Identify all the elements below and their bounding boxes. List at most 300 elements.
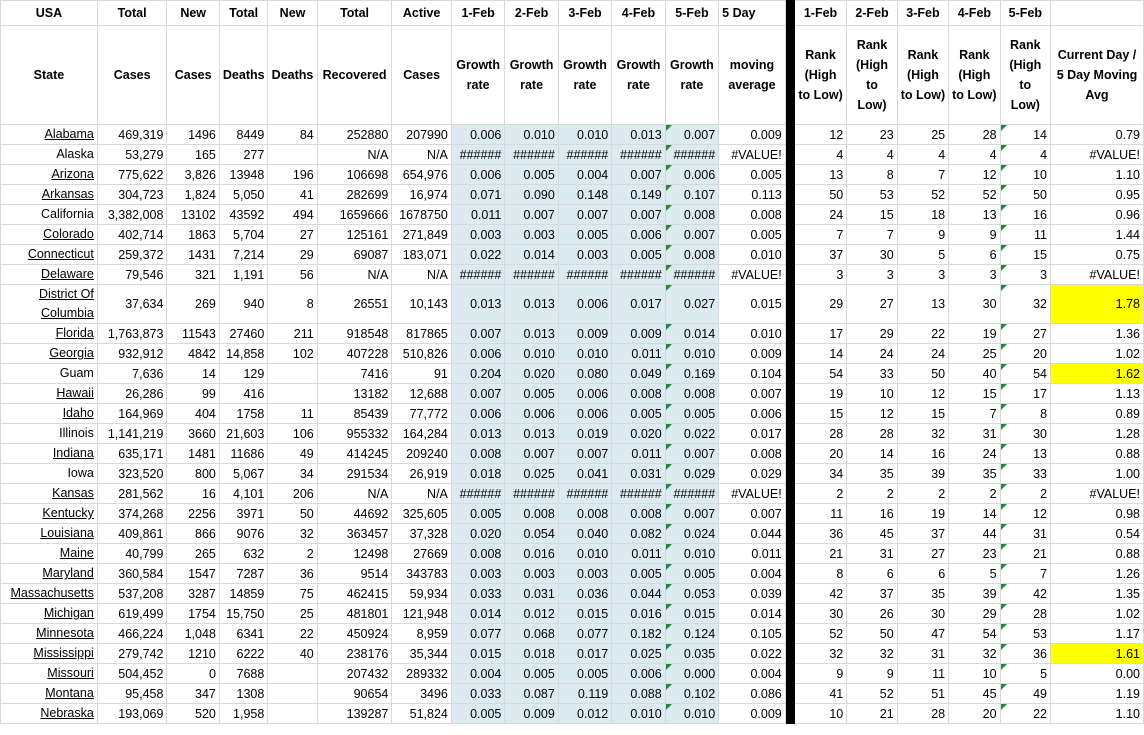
cell-new-deaths[interactable] — [268, 384, 317, 404]
cell-r1[interactable]: 11 — [794, 504, 846, 524]
cell-r2[interactable]: 53 — [847, 185, 897, 205]
cell-r1[interactable]: 52 — [794, 624, 846, 644]
cell-new-cases[interactable]: 3,826 — [167, 165, 219, 185]
cell-r3[interactable]: 39 — [897, 464, 948, 484]
cell-mavg[interactable]: 0.009 — [719, 125, 786, 145]
cell-r5[interactable]: 27 — [1000, 324, 1050, 344]
cell-g4[interactable]: 0.020 — [612, 424, 665, 444]
cell-ratio[interactable]: 0.98 — [1051, 504, 1144, 524]
cell-new-cases[interactable]: 866 — [167, 524, 219, 544]
cell-g5[interactable]: 0.007 — [665, 125, 718, 145]
cell-new-cases[interactable]: 2256 — [167, 504, 219, 524]
cell-r3[interactable]: 51 — [897, 684, 948, 704]
cell-r4[interactable]: 32 — [949, 644, 1000, 664]
cell-state[interactable]: Kentucky — [1, 504, 98, 524]
cell-new-cases[interactable]: 1,824 — [167, 185, 219, 205]
cell-g2[interactable]: 0.003 — [505, 564, 558, 584]
cell-new-cases[interactable]: 99 — [167, 384, 219, 404]
cell-g2[interactable]: 0.031 — [505, 584, 558, 604]
cell-r5[interactable]: 42 — [1000, 584, 1050, 604]
cell-recovered[interactable]: N/A — [317, 484, 392, 504]
cell-r5[interactable]: 17 — [1000, 384, 1050, 404]
cell-active[interactable]: 35,344 — [392, 644, 452, 664]
cell-g2[interactable]: 0.013 — [505, 285, 558, 324]
cell-r3[interactable]: 16 — [897, 444, 948, 464]
cell-mavg[interactable]: 0.017 — [719, 424, 786, 444]
header-cell-separator[interactable] — [785, 1, 794, 26]
cell-r2[interactable]: 32 — [847, 644, 897, 664]
cell-r3[interactable]: 19 — [897, 504, 948, 524]
cell-g3[interactable]: ###### — [558, 145, 611, 165]
cell-g1[interactable]: ###### — [451, 484, 504, 504]
cell-g4[interactable]: 0.006 — [612, 225, 665, 245]
cell-ratio[interactable]: 1.00 — [1051, 464, 1144, 484]
cell-state[interactable]: Alabama — [1, 125, 98, 145]
cell-r4[interactable]: 19 — [949, 324, 1000, 344]
cell-total-cases[interactable]: 932,912 — [97, 344, 167, 364]
cell-r5[interactable]: 22 — [1000, 704, 1050, 724]
cell-mavg[interactable]: 0.009 — [719, 344, 786, 364]
cell-g5[interactable]: 0.007 — [665, 504, 718, 524]
cell-g5[interactable]: 0.000 — [665, 664, 718, 684]
header-cell-moving-average[interactable]: moving average — [719, 26, 786, 125]
cell-r4[interactable]: 24 — [949, 444, 1000, 464]
cell-recovered[interactable]: 481801 — [317, 604, 392, 624]
cell-r1[interactable]: 9 — [794, 664, 846, 684]
cell-g5[interactable]: 0.169 — [665, 364, 718, 384]
cell-g2[interactable]: ###### — [505, 484, 558, 504]
cell-mavg[interactable]: 0.044 — [719, 524, 786, 544]
cell-recovered[interactable]: 291534 — [317, 464, 392, 484]
cell-g2[interactable]: 0.008 — [505, 504, 558, 524]
cell-ratio[interactable]: 1.28 — [1051, 424, 1144, 444]
header-cell-separator[interactable] — [785, 26, 794, 125]
cell-total-deaths[interactable]: 416 — [219, 384, 267, 404]
cell-recovered[interactable]: 90654 — [317, 684, 392, 704]
cell-recovered[interactable]: 12498 — [317, 544, 392, 564]
cell-total-cases[interactable]: 95,458 — [97, 684, 167, 704]
cell-total-cases[interactable]: 3,382,008 — [97, 205, 167, 225]
cell-total-deaths[interactable]: 1,191 — [219, 265, 267, 285]
cell-r4[interactable]: 7 — [949, 404, 1000, 424]
cell-state[interactable]: Florida — [1, 324, 98, 344]
cell-mavg[interactable]: #VALUE! — [719, 484, 786, 504]
cell-new-deaths[interactable]: 2 — [268, 544, 317, 564]
cell-active[interactable]: 343783 — [392, 564, 452, 584]
cell-active[interactable]: 77,772 — [392, 404, 452, 424]
cell-mavg[interactable]: 0.004 — [719, 664, 786, 684]
cell-r2[interactable]: 3 — [847, 265, 897, 285]
cell-recovered[interactable]: 282699 — [317, 185, 392, 205]
cell-r4[interactable]: 2 — [949, 484, 1000, 504]
cell-recovered[interactable]: 1659666 — [317, 205, 392, 225]
cell-g1[interactable]: 0.008 — [451, 444, 504, 464]
cell-g3[interactable]: 0.003 — [558, 564, 611, 584]
cell-mavg[interactable]: #VALUE! — [719, 265, 786, 285]
cell-g1[interactable]: 0.204 — [451, 364, 504, 384]
cell-g5[interactable]: 0.024 — [665, 524, 718, 544]
cell-r1[interactable]: 8 — [794, 564, 846, 584]
cell-new-deaths[interactable]: 102 — [268, 344, 317, 364]
cell-new-cases[interactable]: 520 — [167, 704, 219, 724]
cell-r5[interactable]: 16 — [1000, 205, 1050, 225]
cell-mavg[interactable]: 0.007 — [719, 504, 786, 524]
cell-new-cases[interactable]: 1431 — [167, 245, 219, 265]
cell-g1[interactable]: 0.007 — [451, 324, 504, 344]
cell-active[interactable]: N/A — [392, 265, 452, 285]
cell-total-deaths[interactable]: 129 — [219, 364, 267, 384]
cell-g4[interactable]: 0.088 — [612, 684, 665, 704]
cell-total-cases[interactable]: 374,268 — [97, 504, 167, 524]
cell-mavg[interactable]: 0.014 — [719, 604, 786, 624]
cell-new-deaths[interactable] — [268, 704, 317, 724]
cell-g4[interactable]: 0.011 — [612, 444, 665, 464]
cell-g1[interactable]: 0.013 — [451, 285, 504, 324]
cell-new-deaths[interactable]: 25 — [268, 604, 317, 624]
cell-recovered[interactable]: 7416 — [317, 364, 392, 384]
cell-state[interactable]: Georgia — [1, 344, 98, 364]
cell-ratio[interactable]: 0.89 — [1051, 404, 1144, 424]
cell-ratio[interactable]: 1.35 — [1051, 584, 1144, 604]
header-cell-r4[interactable]: 4-Feb — [949, 1, 1000, 26]
cell-g4[interactable]: 0.025 — [612, 644, 665, 664]
cell-g2[interactable]: 0.054 — [505, 524, 558, 544]
cell-r5[interactable]: 54 — [1000, 364, 1050, 384]
cell-r3[interactable]: 30 — [897, 604, 948, 624]
cell-total-cases[interactable]: 619,499 — [97, 604, 167, 624]
cell-r5[interactable]: 2 — [1000, 484, 1050, 504]
cell-new-cases[interactable]: 1,048 — [167, 624, 219, 644]
cell-state[interactable]: Colorado — [1, 225, 98, 245]
cell-total-deaths[interactable]: 21,603 — [219, 424, 267, 444]
cell-recovered[interactable]: 955332 — [317, 424, 392, 444]
cell-r1[interactable]: 12 — [794, 125, 846, 145]
cell-r4[interactable]: 25 — [949, 344, 1000, 364]
cell-g3[interactable]: 0.003 — [558, 245, 611, 265]
cell-active[interactable]: 207990 — [392, 125, 452, 145]
header-cell-new-deaths[interactable]: New — [268, 1, 317, 26]
cell-g4[interactable]: 0.016 — [612, 604, 665, 624]
cell-new-deaths[interactable]: 206 — [268, 484, 317, 504]
cell-g4[interactable]: 0.082 — [612, 524, 665, 544]
cell-g4[interactable]: 0.007 — [612, 205, 665, 225]
cell-r2[interactable]: 26 — [847, 604, 897, 624]
cell-g4[interactable]: 0.031 — [612, 464, 665, 484]
header-cell-g3[interactable]: 3-Feb — [558, 1, 611, 26]
cell-g4[interactable]: 0.009 — [612, 324, 665, 344]
cell-r5[interactable]: 5 — [1000, 664, 1050, 684]
cell-new-deaths[interactable]: 22 — [268, 624, 317, 644]
cell-r2[interactable]: 29 — [847, 324, 897, 344]
cell-new-cases[interactable]: 269 — [167, 285, 219, 324]
cell-g4[interactable]: ###### — [612, 145, 665, 165]
cell-active[interactable]: 10,143 — [392, 285, 452, 324]
cell-r5[interactable]: 53 — [1000, 624, 1050, 644]
cell-g3[interactable]: 0.005 — [558, 225, 611, 245]
cell-r4[interactable]: 5 — [949, 564, 1000, 584]
cell-active[interactable]: 12,688 — [392, 384, 452, 404]
cell-g5[interactable]: 0.008 — [665, 245, 718, 265]
cell-g1[interactable]: 0.008 — [451, 544, 504, 564]
cell-r1[interactable]: 28 — [794, 424, 846, 444]
cell-new-cases[interactable]: 404 — [167, 404, 219, 424]
cell-new-cases[interactable]: 3660 — [167, 424, 219, 444]
cell-active[interactable]: 654,976 — [392, 165, 452, 185]
cell-g1[interactable]: 0.014 — [451, 604, 504, 624]
cell-new-deaths[interactable]: 32 — [268, 524, 317, 544]
cell-g3[interactable]: 0.119 — [558, 684, 611, 704]
cell-g4[interactable]: 0.010 — [612, 704, 665, 724]
cell-r3[interactable]: 47 — [897, 624, 948, 644]
cell-mavg[interactable]: 0.008 — [719, 205, 786, 225]
cell-new-deaths[interactable]: 211 — [268, 324, 317, 344]
cell-mavg[interactable]: 0.022 — [719, 644, 786, 664]
cell-recovered[interactable]: 918548 — [317, 324, 392, 344]
cell-g2[interactable]: 0.007 — [505, 444, 558, 464]
cell-g1[interactable]: 0.006 — [451, 344, 504, 364]
header-cell-total-recovered[interactable]: Recovered — [317, 26, 392, 125]
cell-new-cases[interactable]: 1754 — [167, 604, 219, 624]
cell-g3[interactable]: 0.080 — [558, 364, 611, 384]
cell-mavg[interactable]: 0.010 — [719, 245, 786, 265]
cell-g1[interactable]: 0.006 — [451, 125, 504, 145]
cell-g5[interactable]: 0.008 — [665, 205, 718, 225]
cell-r5[interactable]: 50 — [1000, 185, 1050, 205]
cell-total-cases[interactable]: 281,562 — [97, 484, 167, 504]
cell-g5[interactable]: 0.124 — [665, 624, 718, 644]
cell-active[interactable]: 51,824 — [392, 704, 452, 724]
cell-g4[interactable]: 0.049 — [612, 364, 665, 384]
cell-ratio[interactable]: 0.79 — [1051, 125, 1144, 145]
cell-recovered[interactable]: 207432 — [317, 664, 392, 684]
cell-r4[interactable]: 9 — [949, 225, 1000, 245]
cell-total-cases[interactable]: 79,546 — [97, 265, 167, 285]
cell-g3[interactable]: 0.006 — [558, 404, 611, 424]
cell-state[interactable]: Michigan — [1, 604, 98, 624]
cell-new-deaths[interactable]: 11 — [268, 404, 317, 424]
cell-r5[interactable]: 30 — [1000, 424, 1050, 444]
cell-g4[interactable]: 0.006 — [612, 664, 665, 684]
cell-new-cases[interactable]: 3287 — [167, 584, 219, 604]
cell-r3[interactable]: 9 — [897, 225, 948, 245]
cell-total-cases[interactable]: 279,742 — [97, 644, 167, 664]
cell-g4[interactable]: 0.011 — [612, 344, 665, 364]
header-cell-r4[interactable]: Rank (High to Low) — [949, 26, 1000, 125]
cell-state[interactable]: Indiana — [1, 444, 98, 464]
cell-r3[interactable]: 35 — [897, 584, 948, 604]
cell-new-deaths[interactable]: 36 — [268, 564, 317, 584]
cell-new-cases[interactable]: 1496 — [167, 125, 219, 145]
cell-g3[interactable]: 0.019 — [558, 424, 611, 444]
cell-total-deaths[interactable]: 27460 — [219, 324, 267, 344]
cell-r3[interactable]: 28 — [897, 704, 948, 724]
cell-recovered[interactable]: N/A — [317, 265, 392, 285]
cell-total-cases[interactable]: 1,141,219 — [97, 424, 167, 444]
cell-new-cases[interactable]: 265 — [167, 544, 219, 564]
cell-r5[interactable]: 10 — [1000, 165, 1050, 185]
cell-g1[interactable]: 0.033 — [451, 584, 504, 604]
cell-g5[interactable]: 0.010 — [665, 704, 718, 724]
cell-g3[interactable]: 0.017 — [558, 644, 611, 664]
cell-g2[interactable]: 0.014 — [505, 245, 558, 265]
cell-r1[interactable]: 19 — [794, 384, 846, 404]
header-cell-total-deaths[interactable]: Total — [219, 1, 267, 26]
cell-g5[interactable]: 0.022 — [665, 424, 718, 444]
cell-total-deaths[interactable]: 43592 — [219, 205, 267, 225]
cell-g3[interactable]: 0.010 — [558, 544, 611, 564]
cell-r4[interactable]: 20 — [949, 704, 1000, 724]
cell-r3[interactable]: 4 — [897, 145, 948, 165]
cell-g4[interactable]: 0.011 — [612, 544, 665, 564]
cell-r4[interactable]: 30 — [949, 285, 1000, 324]
cell-r1[interactable]: 32 — [794, 644, 846, 664]
cell-total-deaths[interactable]: 940 — [219, 285, 267, 324]
cell-total-cases[interactable]: 402,714 — [97, 225, 167, 245]
header-cell-r3[interactable]: 3-Feb — [897, 1, 948, 26]
cell-r5[interactable]: 33 — [1000, 464, 1050, 484]
header-cell-total-recovered[interactable]: Total — [317, 1, 392, 26]
cell-total-deaths[interactable]: 3971 — [219, 504, 267, 524]
header-cell-new-cases[interactable]: New — [167, 1, 219, 26]
cell-ratio[interactable]: 1.10 — [1051, 165, 1144, 185]
cell-new-cases[interactable]: 347 — [167, 684, 219, 704]
cell-total-cases[interactable]: 164,969 — [97, 404, 167, 424]
header-cell-new-cases[interactable]: Cases — [167, 26, 219, 125]
cell-state[interactable]: Kansas — [1, 484, 98, 504]
header-cell-ratio[interactable] — [1051, 1, 1144, 26]
cell-ratio[interactable]: 1.10 — [1051, 704, 1144, 724]
cell-state[interactable]: Louisiana — [1, 524, 98, 544]
cell-r2[interactable]: 30 — [847, 245, 897, 265]
cell-r2[interactable]: 45 — [847, 524, 897, 544]
cell-mavg[interactable]: 0.007 — [719, 384, 786, 404]
cell-total-cases[interactable]: 504,452 — [97, 664, 167, 684]
header-cell-moving-average[interactable]: 5 Day — [719, 1, 786, 26]
cell-total-cases[interactable]: 193,069 — [97, 704, 167, 724]
cell-g2[interactable]: 0.007 — [505, 205, 558, 225]
cell-r4[interactable]: 35 — [949, 464, 1000, 484]
cell-ratio[interactable]: #VALUE! — [1051, 145, 1144, 165]
cell-g5[interactable]: 0.053 — [665, 584, 718, 604]
cell-total-cases[interactable]: 37,634 — [97, 285, 167, 324]
cell-g1[interactable]: 0.013 — [451, 424, 504, 444]
cell-ratio[interactable]: #VALUE! — [1051, 265, 1144, 285]
cell-total-cases[interactable]: 304,723 — [97, 185, 167, 205]
cell-new-deaths[interactable]: 494 — [268, 205, 317, 225]
cell-mavg[interactable]: 0.009 — [719, 704, 786, 724]
cell-new-cases[interactable]: 1863 — [167, 225, 219, 245]
cell-ratio[interactable]: 1.78 — [1051, 285, 1144, 324]
cell-r1[interactable]: 17 — [794, 324, 846, 344]
cell-total-cases[interactable]: 775,622 — [97, 165, 167, 185]
cell-r2[interactable]: 2 — [847, 484, 897, 504]
cell-g3[interactable]: 0.005 — [558, 664, 611, 684]
cell-active[interactable]: 91 — [392, 364, 452, 384]
cell-g1[interactable]: ###### — [451, 145, 504, 165]
header-cell-g4[interactable]: 4-Feb — [612, 1, 665, 26]
cell-total-deaths[interactable]: 277 — [219, 145, 267, 165]
cell-g3[interactable]: 0.007 — [558, 444, 611, 464]
cell-total-deaths[interactable]: 8449 — [219, 125, 267, 145]
cell-recovered[interactable]: 363457 — [317, 524, 392, 544]
cell-r4[interactable]: 3 — [949, 265, 1000, 285]
cell-r3[interactable]: 27 — [897, 544, 948, 564]
cell-r3[interactable]: 50 — [897, 364, 948, 384]
header-cell-g4[interactable]: Growth rate — [612, 26, 665, 125]
header-cell-r3[interactable]: Rank (High to Low) — [897, 26, 948, 125]
cell-total-cases[interactable]: 537,208 — [97, 584, 167, 604]
cell-state[interactable]: California — [1, 205, 98, 225]
cell-g2[interactable]: ###### — [505, 145, 558, 165]
cell-state[interactable]: Iowa — [1, 464, 98, 484]
cell-g1[interactable]: 0.007 — [451, 384, 504, 404]
header-cell-g5[interactable]: Growth rate — [665, 26, 718, 125]
cell-total-deaths[interactable]: 5,704 — [219, 225, 267, 245]
cell-g5[interactable]: 0.102 — [665, 684, 718, 704]
cell-r4[interactable]: 28 — [949, 125, 1000, 145]
cell-r3[interactable]: 18 — [897, 205, 948, 225]
cell-active[interactable]: N/A — [392, 145, 452, 165]
cell-r4[interactable]: 39 — [949, 584, 1000, 604]
cell-recovered[interactable]: 85439 — [317, 404, 392, 424]
cell-total-deaths[interactable]: 6341 — [219, 624, 267, 644]
cell-mavg[interactable]: 0.015 — [719, 285, 786, 324]
cell-r5[interactable]: 32 — [1000, 285, 1050, 324]
cell-g3[interactable]: 0.148 — [558, 185, 611, 205]
cell-r2[interactable]: 24 — [847, 344, 897, 364]
cell-state[interactable]: Arkansas — [1, 185, 98, 205]
cell-total-cases[interactable]: 53,279 — [97, 145, 167, 165]
cell-g2[interactable]: 0.006 — [505, 404, 558, 424]
cell-r2[interactable]: 9 — [847, 664, 897, 684]
cell-ratio[interactable]: 1.61 — [1051, 644, 1144, 664]
cell-g5[interactable]: 0.035 — [665, 644, 718, 664]
cell-g4[interactable]: 0.005 — [612, 564, 665, 584]
cell-mavg[interactable]: 0.039 — [719, 584, 786, 604]
cell-mavg[interactable]: 0.104 — [719, 364, 786, 384]
cell-g3[interactable]: 0.077 — [558, 624, 611, 644]
header-cell-r5[interactable]: Rank (High to Low) — [1000, 26, 1050, 125]
cell-mavg[interactable]: 0.008 — [719, 444, 786, 464]
cell-g5[interactable]: 0.005 — [665, 404, 718, 424]
cell-g2[interactable]: 0.005 — [505, 664, 558, 684]
cell-active[interactable]: 27669 — [392, 544, 452, 564]
cell-r2[interactable]: 21 — [847, 704, 897, 724]
cell-new-deaths[interactable] — [268, 364, 317, 384]
cell-state[interactable]: Delaware — [1, 265, 98, 285]
cell-state[interactable]: Idaho — [1, 404, 98, 424]
cell-g1[interactable]: 0.003 — [451, 225, 504, 245]
header-cell-g1[interactable]: Growth rate — [451, 26, 504, 125]
cell-total-deaths[interactable]: 632 — [219, 544, 267, 564]
cell-new-deaths[interactable]: 84 — [268, 125, 317, 145]
cell-g4[interactable]: ###### — [612, 265, 665, 285]
cell-ratio[interactable]: 1.13 — [1051, 384, 1144, 404]
cell-r3[interactable]: 13 — [897, 285, 948, 324]
header-cell-g1[interactable]: 1-Feb — [451, 1, 504, 26]
cell-state[interactable]: Missouri — [1, 664, 98, 684]
cell-active[interactable]: 817865 — [392, 324, 452, 344]
cell-r1[interactable]: 4 — [794, 145, 846, 165]
cell-ratio[interactable]: #VALUE! — [1051, 484, 1144, 504]
cell-r5[interactable]: 3 — [1000, 265, 1050, 285]
cell-new-deaths[interactable]: 106 — [268, 424, 317, 444]
cell-total-cases[interactable]: 323,520 — [97, 464, 167, 484]
cell-r1[interactable]: 29 — [794, 285, 846, 324]
cell-mavg[interactable]: 0.010 — [719, 324, 786, 344]
cell-new-deaths[interactable]: 49 — [268, 444, 317, 464]
cell-total-deaths[interactable]: 15,750 — [219, 604, 267, 624]
